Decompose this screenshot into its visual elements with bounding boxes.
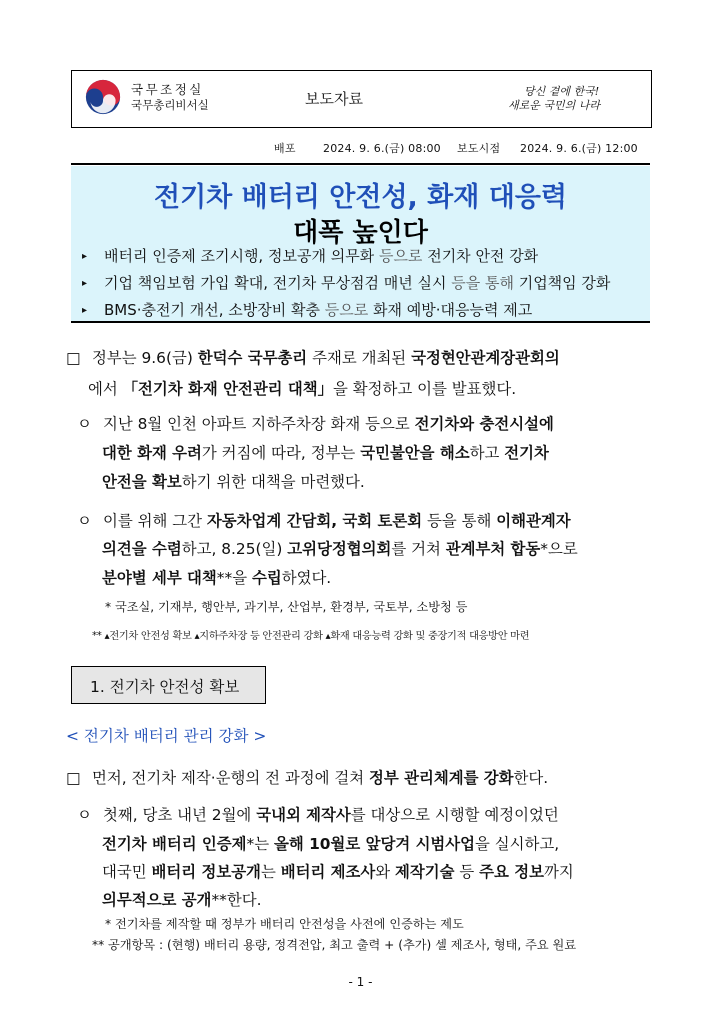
circle-bullet-icon: ㅇ (77, 512, 92, 530)
government-emblem-icon (85, 79, 121, 115)
footnote: ** ▴전기차 안전성 확보 ▴지하주차장 등 안전관리 강화 ▴화재 대응능력 강화 및 중장기적 대응방안 마련 (92, 631, 530, 642)
document-type: 보도자료 (305, 90, 363, 108)
header-divider (71, 163, 650, 165)
svg-text:당신 곁에 한국!: 당신 곁에 한국! (524, 85, 600, 98)
summary-item: ▸ 기업 책임보험 가입 확대, 전기차 무상점검 매년 실시 등을 통해 기업책임 강화 (82, 274, 611, 292)
slogan-logo (506, 83, 636, 113)
paragraph-line: 분야별 세부 대책**을 수립하였다. (102, 569, 332, 587)
section-title: 1. 전기차 안전성 확보 (90, 678, 240, 696)
summary-item: ▸ BMS·충전기 개선, 소방장비 확충 등으로 화재 예방·대응능력 제고 (82, 301, 533, 319)
triangle-bullet-icon: ▸ (82, 305, 88, 316)
headline-line2: 대폭 높인다 (293, 218, 428, 248)
subheading: < 전기차 배터리 관리 강화 > (66, 727, 267, 745)
release-label: 배포 (274, 142, 296, 155)
embargo-date: 2024. 9. 6.(금) 12:00 (520, 142, 638, 155)
triangle-bullet-icon: ▸ (82, 278, 88, 289)
paragraph-line: □ 정부는 9.6(금) 한덕수 국무총리 주재로 개최된 국정현안관계장관회의 (66, 349, 560, 367)
paragraph-line: ㅇ 이를 위해 그간 자동차업계 간담회, 국회 토론회 등을 통해 이해관계자 (77, 509, 571, 531)
page-number: - 1 - (348, 975, 373, 989)
paragraph-line: 에서 「전기차 화재 안전관리 대책」을 확정하고 이를 발표했다. (88, 380, 517, 398)
org-name: 국무조정실 (131, 82, 204, 97)
circle-bullet-icon: ㅇ (77, 415, 92, 433)
footnote: * 국조실, 기재부, 행안부, 과기부, 산업부, 환경부, 국토부, 소방청 등 (105, 600, 468, 614)
paragraph-line: 대국민 배터리 정보공개는 배터리 제조사와 제작기술 등 주요 정보까지 (102, 863, 574, 881)
svg-text:새로운 국민의 나라: 새로운 국민의 나라 (508, 99, 601, 112)
square-bullet-icon: □ (66, 769, 81, 787)
square-bullet-icon: □ (66, 349, 81, 367)
org-subname: 국무총리비서실 (131, 98, 209, 112)
paragraph-line: 안전을 확보하기 위한 대책을 마련했다. (102, 473, 365, 491)
paragraph-line: □ 먼저, 전기차 제작·운행의 전 과정에 걸쳐 정부 관리체계를 강화한다. (66, 769, 549, 787)
summary-item: ▸ 배터리 인증제 조기시행, 정보공개 의무화 등으로 전기차 안전 강화 (82, 247, 539, 265)
headline: 전기차 배터리 안전성, 화재 대응력 (153, 182, 567, 213)
paragraph-line: 전기차 배터리 인증제*는 올해 10월로 앞당겨 시범사업을 실시하고, (102, 835, 560, 853)
circle-bullet-icon: ㅇ (77, 806, 92, 824)
paragraph-line: ㅇ 첫째, 당초 내년 2월에 국내외 제작사를 대상으로 시행할 예정이었던 (77, 803, 559, 825)
triangle-bullet-icon: ▸ (82, 251, 88, 262)
paragraph-line: 대한 화재 우려가 커짐에 따라, 정부는 국민불안을 해소하고 전기차 (102, 444, 549, 462)
footnote: ** 공개항목 : (현행) 배터리 용량, 정격전압, 최고 출력 + (추가) 셀 제조사, 형태, 주요 원료 (92, 938, 577, 952)
paragraph-line: 의견을 수렴하고, 8.25(일) 고위당정협의회를 거쳐 관계부처 합동*으로 (102, 540, 578, 558)
paragraph-line: ㅇ 지난 8월 인천 아파트 지하주차장 화재 등으로 전기차와 충전시설에 (77, 412, 554, 434)
paragraph-line: 의무적으로 공개**한다. (102, 891, 262, 909)
footnote: * 전기차를 제작할 때 정부가 배터리 안전성을 사전에 인증하는 제도 (105, 917, 464, 931)
release-date: 2024. 9. 6.(금) 08:00 (323, 142, 441, 155)
embargo-label: 보도시점 (457, 142, 501, 155)
